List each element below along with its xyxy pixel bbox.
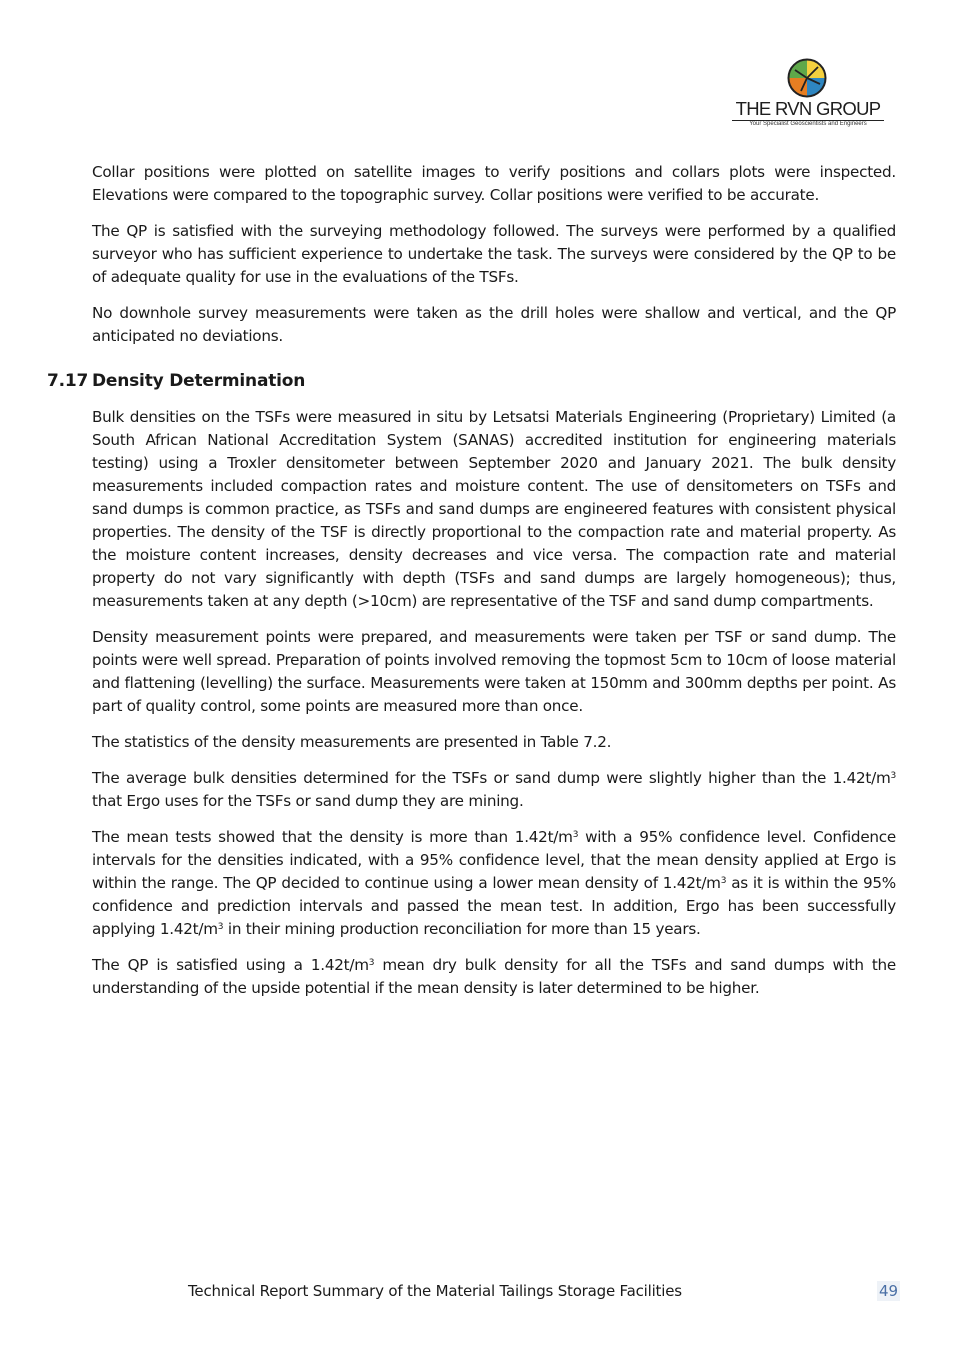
company-logo (726, 58, 888, 132)
page-body (47, 161, 897, 1013)
logo-circle-icon (787, 58, 827, 98)
footer-report-title: Technical Report Summary of the Material Tailings Storage Facilities (188, 1282, 682, 1300)
paragraph-mean-tests: The mean tests showed that the density is more than $1.42t/m^3$ with a 95% confidence level. Confidence intervals for the densities indicated, with a 95% confidence level, that the mean density applied at Ergo is within the range. The QP decided to continue using a lower mean density of $1.42t/m^3$ as it is within the 95% confidence and prediction intervals and passed the mean test. In addition, Ergo has been successfully applying $1.42t/m^3$ in their mining production reconciliation for more than 15 years. (92, 828, 896, 938)
logo-tagline: Your Specialist Geoscientists and Engineers (749, 121, 867, 127)
paragraph-bulk-densities: Bulk densities on the TSFs were measured in situ by Letsatsi Materials Engineering (Proprietary) Limited (a South African National Accreditation System (SANAS) accredited institution for engineering materials testing) using a Troxler densitometer between September 2020 and January 2021. The bulk density measurements included compaction rates and moisture content. The use of densitometers on TSFs and sand dumps is common practice, as TSFs and sand dumps are engineered features with consistent physical properties. The density of the TSF is directly proportional to the compaction rate and material property. As the moisture content increases, density decreases and vice versa. The compaction rate and material property do not vary significantly with depth (TSFs and sand dumps are largely homogeneous); thus, measurements taken at any depth (>10cm) are representative of the TSF and sand dump compartments. (92, 408, 896, 610)
page-number: 49 (879, 1282, 899, 1300)
paragraph-measurement-points: Density measurement points were prepared, and measurements were taken per TSF or sand dump. The points were well spread. Preparation of points involved removing the topmost 5cm to 10cm of loose material and flattening (levelling) the surface. Measurements were taken at 150mm and 300mm depths per point. As part of quality control, some points are measured more than once. (92, 628, 896, 715)
section-heading (47, 369, 896, 393)
paragraph-collar: Collar positions were plotted on satellite images to verify positions and collars plots were inspected. Elevations were compared to the topographic survey. Collar positions were verified to be accurate. (92, 163, 896, 204)
section-number: 7.17 (47, 371, 89, 391)
section-title: Density Determination (92, 371, 306, 391)
paragraph-statistics: The statistics of the density measurements are presented in Table 7.2. (92, 733, 612, 751)
logo-name: THE RVN GROUP (735, 98, 881, 119)
paragraph-qp-satisfied: The QP is satisfied using a $1.42t/m^3$ mean dry bulk density for all the TSFs and sand dumps with the understanding of the upside potential if the mean density is later determined to be higher. (92, 956, 897, 997)
paragraph-surveying: The QP is satisfied with the surveying methodology followed. The surveys were performed by a qualified surveyor who has sufficient experience to undertake the task. The surveys were considered by the QP to be of adequate quality for use in the evaluations of the TSFs. (92, 222, 896, 286)
paragraph-downhole: No downhole survey measurements were taken as the drill holes were shallow and vertical, and the QP anticipated no deviations. (92, 304, 896, 345)
paragraph-average-density: The average bulk densities determined for the TSFs or sand dump were slightly higher than the $1.42t/m^3$ that Ergo uses for the TSFs or sand dump they are mining. (92, 769, 896, 810)
